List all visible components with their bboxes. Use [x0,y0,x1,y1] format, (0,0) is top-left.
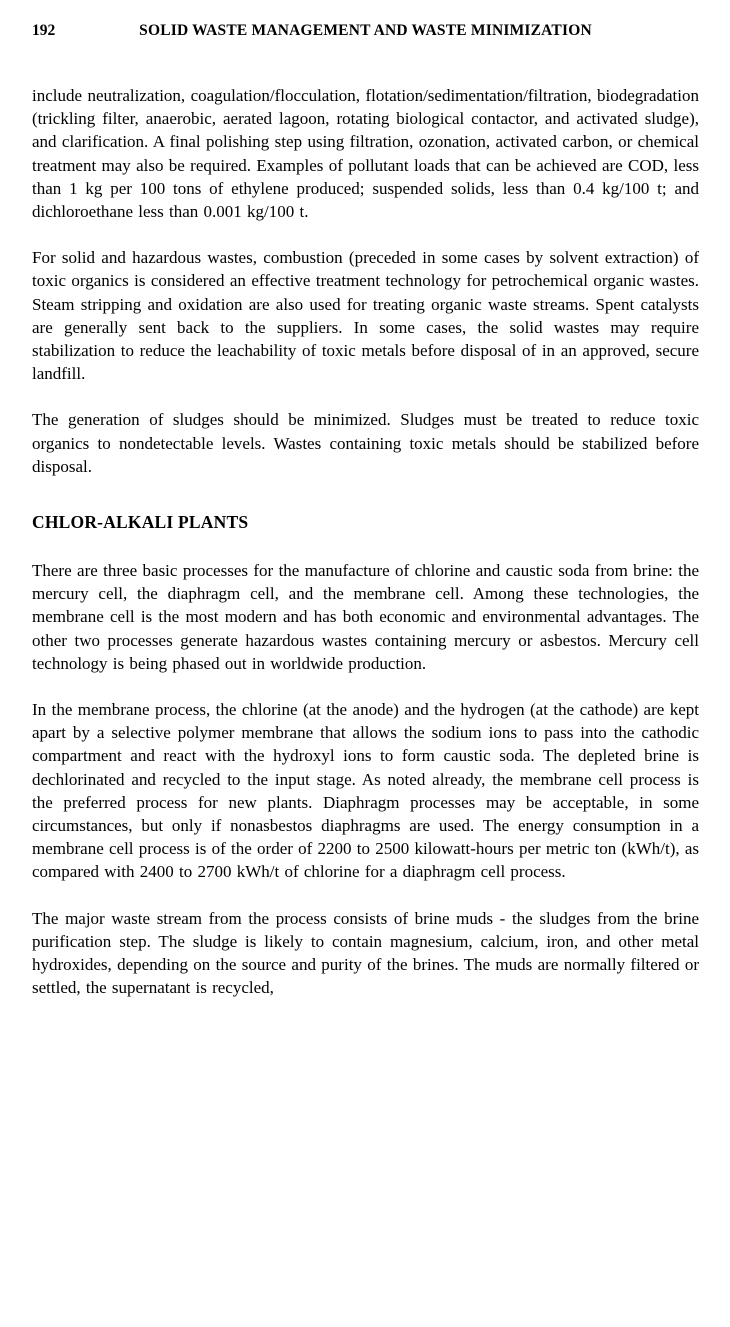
page-body [32,84,699,1000]
paragraph-sludge-generation: The generation of sludges should be minimized. Sludges must be treated to reduce toxic organics to nondetectable levels. Wastes containing toxic metals should be stabilized before disposal. [32,410,699,476]
paragraph-membrane-process: In the membrane process, the chlorine (at the anode) and the hydrogen (at the cathode) are kept apart by a selective polymer membrane that allows the sodium ions to pass into the cathodic compartment and react with the hydroxyl ions to form caustic soda. The depleted brine is dechlorinated and recycled to the input stage. As noted already, the membrane cell process is the preferred process for new plants. Diaphragm processes may be acceptable, in some circumstances, but only if nonasbestos diaphragms are used. The energy consumption in a membrane cell process is of the order of 2200 to 2500 kilowatt-hours per metric ton (kWh/t), as compared with 2400 to 2700 kWh/t of chlorine for a diaphragm cell process. [32,700,700,882]
page-number: 192 [32,22,56,39]
section-heading-chlor-alkali: CHLOR-ALKALI PLANTS [32,512,249,533]
paragraph-three-processes: There are three basic processes for the manufacture of chlorine and caustic soda from brine: the mercury cell, the diaphragm cell, and the membrane cell. Among these technologies, the membrane cell is the most modern and has both economic and environmental advantages. The other two processes generate hazardous wastes containing mercury or asbestos. Mercury cell technology is being phased out in worldwide production. [32,561,699,673]
paragraph-solid-hazardous-wastes: For solid and hazardous wastes, combustion (preceded in some cases by solvent extraction) of toxic organics is considered an effective treatment technology for petrochemical organic wastes. Steam stripping and oxidation are also used for treating organic waste streams. Spent catalysts are generally sent back to the suppliers. In some cases, the solid wastes may require stabilization to reduce the leachability of toxic metals before disposal of in an approved, secure landfill. [32,248,699,384]
page-header [32,20,699,42]
running-title: SOLID WASTE MANAGEMENT AND WASTE MINIMIZATION [139,22,592,39]
paragraph-brine-muds: The major waste stream from the process consists of brine muds - the sludges from the brine purification step. The sludge is likely to contain magnesium, calcium, iron, and other metal hydroxides, depending on the source and purity of the brines. The muds are normally filtered or settled, the supernatant is recycled, [32,908,699,998]
paragraph-wastewater-treatment: include neutralization, coagulation/flocculation, flotation/sedimentation/filtration, biodegradation (trickling filter, anaerobic, aerated lagoon, rotating biological contactor, and activated sludge), and clarification. A final polishing step using filtration, ozonation, activated carbon, or chemical treatment may also be required. Examples of pollutant loads that can be achieved are COD, less than 1 kg per 100 tons of ethylene produced; suspended solids, less than 0.4 kg/100 t; and dichloroethane less than 0.001 kg/100 t. [32,86,699,222]
